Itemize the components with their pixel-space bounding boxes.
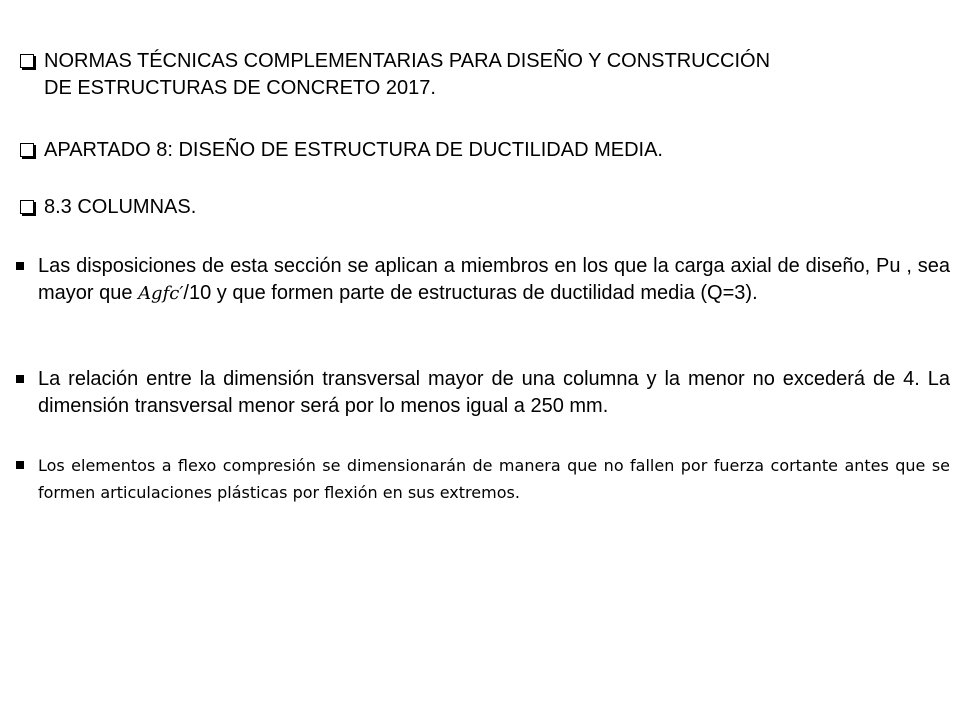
heading-line: NORMAS TÉCNICAS COMPLEMENTARIAS PARA DISEÑO Y CONSTRUCCIÓN [44, 50, 771, 72]
item-text-after: /10 y que formen parte de estructuras de ductilidad media (Q=3). [183, 282, 758, 304]
heading-line: DE ESTRUCTURAS DE CONCRETO 2017. [44, 77, 436, 99]
list-item [16, 253, 950, 307]
heading-apartado [18, 137, 938, 164]
filled-square-bullet-icon [16, 262, 24, 270]
list-item [16, 366, 950, 420]
formula: Agfc′ [138, 283, 184, 304]
item-text [38, 253, 950, 307]
heading-text: 8.3 COLUMNAS. [44, 196, 197, 218]
hollow-square-bullet-icon [20, 143, 34, 157]
item-text-before: Las disposiciones de esta sección se aplican a miembros en los que la carga axial de diseño, Pu , sea mayor que [38, 255, 950, 304]
hollow-square-bullet-icon [20, 54, 34, 68]
item-text: La relación entre la dimensión transversal mayor de una columna y la menor no excederá de 4. La dimensión transversal menor será por lo menos igual a 250 mm. [38, 368, 950, 417]
filled-square-bullet-icon [16, 461, 24, 469]
filled-square-bullet-icon [16, 375, 24, 383]
heading-columnas [18, 194, 938, 221]
list-item [16, 452, 950, 506]
heading-normas [18, 48, 938, 102]
hollow-square-bullet-icon [20, 200, 34, 214]
heading-text [44, 48, 938, 102]
heading-text: APARTADO 8: DISEÑO DE ESTRUCTURA DE DUCTILIDAD MEDIA. [44, 139, 663, 161]
item-text: Los elementos a flexo compresión se dimensionarán de manera que no fallen por fuerza cortante antes que se formen articulaciones plásticas por flexión en sus extremos. [38, 456, 950, 502]
